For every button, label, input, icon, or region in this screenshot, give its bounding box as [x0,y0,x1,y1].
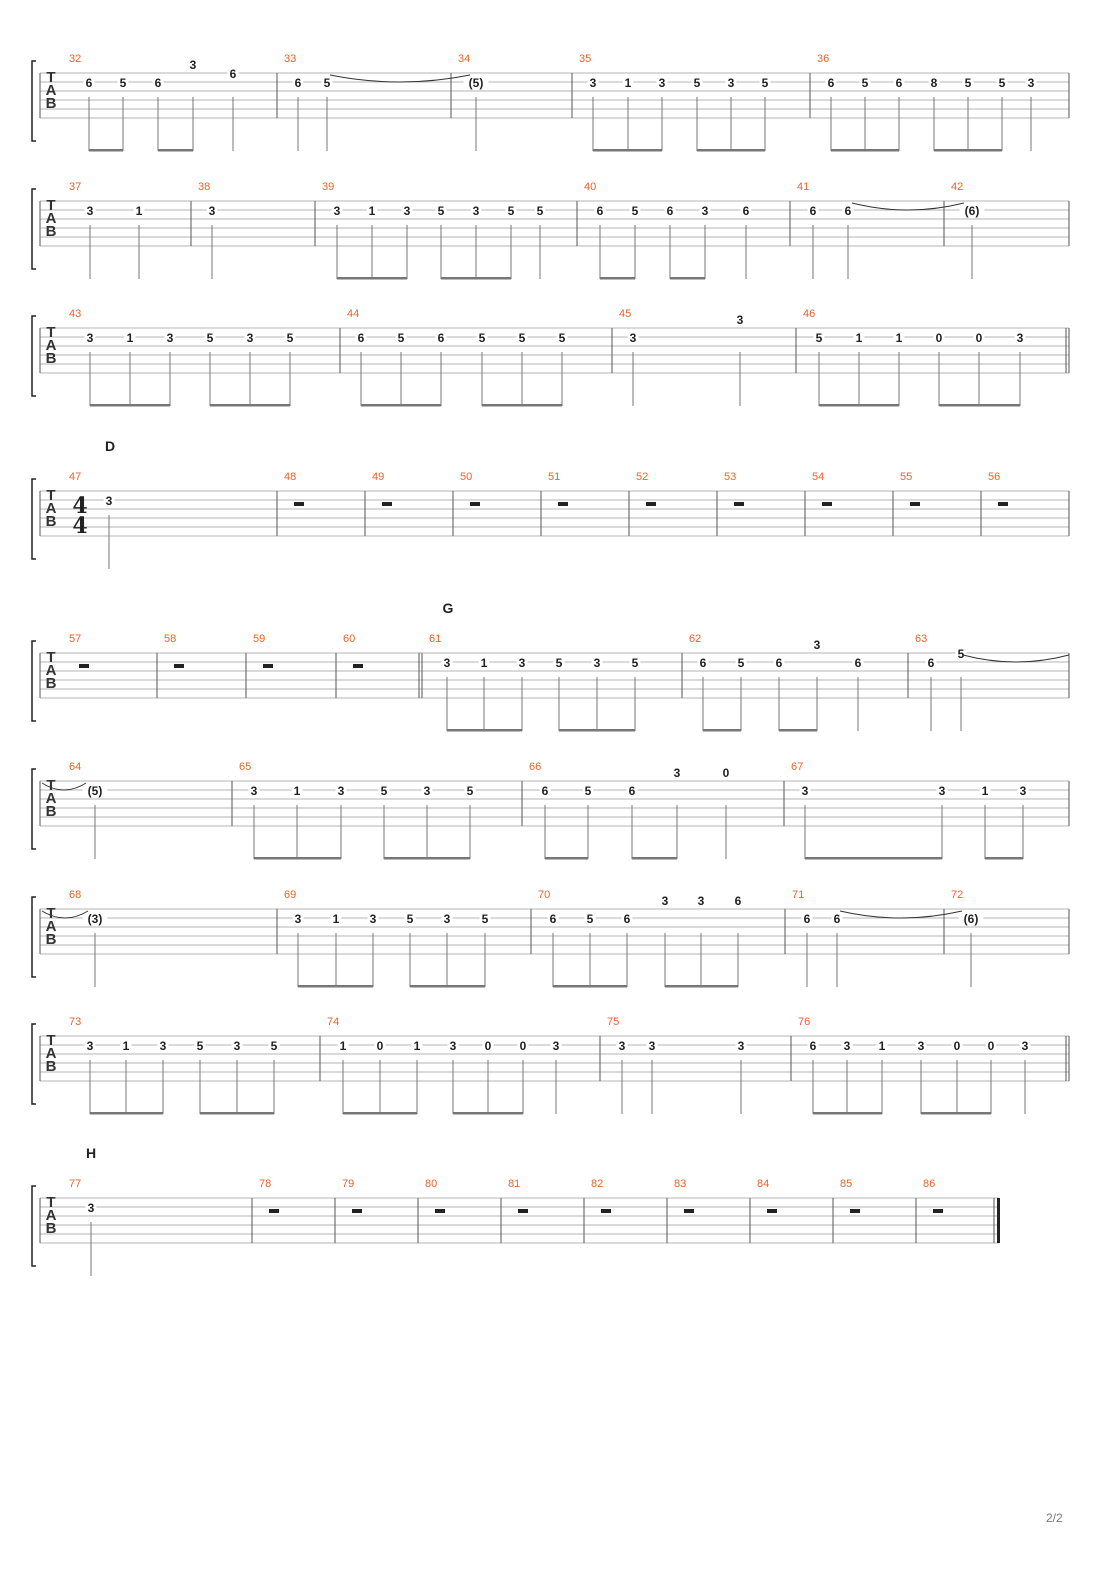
note-beam [703,729,741,732]
fret-number: 3 [294,912,302,926]
whole-rest [79,664,89,668]
tab-clef-letter: A [45,1045,57,1062]
bar-number: 48 [284,471,297,483]
system-bracket [32,316,36,396]
fret-number: 5 [196,1039,204,1053]
fret-number: 5 [861,76,869,90]
bar-number: 70 [538,889,551,901]
bar-number: 63 [915,633,928,645]
tab-clef-letter: A [45,790,57,807]
whole-rest [998,502,1008,506]
fret-number: (5) [87,784,103,798]
bar-number: 61 [429,633,442,645]
bar-number: 58 [164,633,177,645]
bar-number: 72 [951,889,964,901]
bar-number: 62 [689,633,702,645]
system-bracket [32,189,36,269]
fret-number: 5 [466,784,474,798]
note-beam [697,149,765,152]
whole-rest [933,1209,943,1213]
fret-number: 3 [629,331,637,345]
fret-number: 5 [558,331,566,345]
bar-number: 51 [548,471,561,483]
bar-number: 39 [322,181,335,193]
note-beam [90,404,170,407]
fret-number: 3 [1019,784,1027,798]
note-beam [831,149,899,152]
tie [330,75,470,82]
whole-rest [910,502,920,506]
bar-number: 54 [812,471,825,483]
tab-clef-letter: T [46,197,56,214]
bar-number: 85 [840,1178,853,1190]
fret-number: 3 [443,912,451,926]
bar-number: 44 [347,308,360,320]
bar-number: 71 [792,889,805,901]
fret-number: 0 [376,1039,384,1053]
time-signature-bottom: 4 [72,513,88,539]
fret-number: 1 [624,76,632,90]
tab-system [32,889,1069,988]
fret-number: 5 [957,647,965,661]
bar-number: 50 [460,471,473,483]
tie [852,203,964,210]
fret-number: 1 [332,912,340,926]
fret-number: 6 [154,76,162,90]
tab-system [32,181,1069,280]
bar-number: 32 [69,53,82,65]
tab-clef-letter: T [46,777,56,794]
fret-number: 8 [930,76,938,90]
fret-number: 3 [86,331,94,345]
fret-number: 6 [854,656,862,670]
tab-clef-letter: B [45,675,57,692]
system-bracket [32,641,36,721]
bar-number: 64 [69,761,82,773]
fret-number: 5 [761,76,769,90]
tab-clef-letter: B [45,1058,57,1075]
bar-number: 75 [607,1016,620,1028]
fret-number: 3 [233,1039,241,1053]
tab-clef-letter: A [45,1207,57,1224]
system-bracket [32,1186,36,1266]
fret-number: 3 [449,1039,457,1053]
section-marker: G [442,600,454,616]
fret-number: 3 [658,76,666,90]
fret-number: 3 [208,204,216,218]
tab-clef-letter: A [45,662,57,679]
fret-number: 5 [507,204,515,218]
fret-number: 5 [286,331,294,345]
fret-number: 1 [135,204,143,218]
whole-rest [352,1209,362,1213]
fret-number: 3 [1021,1039,1029,1053]
fret-number: 5 [584,784,592,798]
fret-number: 6 [596,204,604,218]
whole-rest [353,664,363,668]
note-beam [779,729,817,732]
fret-number: 0 [722,766,730,780]
fret-number: 6 [833,912,841,926]
tab-clef-letter: B [45,350,57,367]
tab-clef-letter: T [46,487,56,504]
fret-number: 3 [938,784,946,798]
fret-number: 3 [697,894,705,908]
tab-clef-letter: T [46,324,56,341]
fret-number: 3 [403,204,411,218]
fret-number: 3 [813,638,821,652]
system-bracket [32,897,36,977]
bar-number: 68 [69,889,82,901]
fret-number: 5 [631,204,639,218]
whole-rest [435,1209,445,1213]
bar-number: 79 [342,1178,355,1190]
bar-number: 67 [791,761,804,773]
whole-rest [470,502,480,506]
whole-rest [734,502,744,506]
tab-clef-letter: A [45,918,57,935]
fret-number: 5 [631,656,639,670]
bar-number: 52 [636,471,649,483]
tab-system [32,1016,1069,1115]
bar-number: 33 [284,53,297,65]
fret-number: 6 [294,76,302,90]
fret-number: 5 [478,331,486,345]
note-beam [934,149,1002,152]
fret-number: 3 [246,331,254,345]
fret-number: 1 [981,784,989,798]
note-beam [410,985,485,988]
bar-number: 47 [69,471,82,483]
tab-system [32,761,1069,860]
fret-number: 5 [555,656,563,670]
whole-rest [174,664,184,668]
fret-number: (3) [87,912,103,926]
note-beam [447,729,522,732]
fret-number: 3 [443,656,451,670]
fret-number: 3 [518,656,526,670]
fret-number: (6) [964,204,980,218]
bar-number: 35 [579,53,592,65]
tab-system [32,633,1069,732]
bar-number: 69 [284,889,297,901]
fret-number: 6 [541,784,549,798]
bar-number: 74 [327,1016,340,1028]
whole-rest [850,1209,860,1213]
fret-number: 1 [339,1039,347,1053]
fret-number: 5 [481,912,489,926]
fret-number: 3 [1016,331,1024,345]
fret-number: 6 [742,204,750,218]
fret-number: 3 [736,313,744,327]
note-beam [453,1112,523,1115]
note-beam [559,729,635,732]
fret-number: 5 [518,331,526,345]
fret-number: 6 [803,912,811,926]
fret-number: 0 [519,1039,527,1053]
fret-number: 3 [333,204,341,218]
whole-rest [518,1209,528,1213]
bar-number: 81 [508,1178,521,1190]
bar-number: 49 [372,471,385,483]
fret-number: 3 [159,1039,167,1053]
bar-number: 76 [798,1016,811,1028]
fret-number: 0 [484,1039,492,1053]
note-beam [337,277,407,280]
fret-number: 3 [737,1039,745,1053]
fret-number: (6) [963,912,979,926]
bar-number: 41 [797,181,810,193]
fret-number: 5 [586,912,594,926]
fret-number: (5) [468,76,484,90]
note-beam [545,857,588,860]
tab-clef-letter: T [46,649,56,666]
whole-rest [684,1209,694,1213]
fret-number: 5 [119,76,127,90]
bar-number: 59 [253,633,266,645]
tab-system [32,1178,1000,1276]
tab-clef-letter: A [45,500,57,517]
fret-number: 5 [380,784,388,798]
fret-number: 5 [437,204,445,218]
bar-number: 83 [674,1178,687,1190]
fret-number: 6 [734,894,742,908]
fret-number: 6 [437,331,445,345]
fret-number: 5 [693,76,701,90]
tab-clef-letter: A [45,337,57,354]
tab-clef-letter: T [46,1032,56,1049]
tie [963,655,1069,662]
bar-number: 53 [724,471,737,483]
whole-rest [558,502,568,506]
fret-number: 3 [86,204,94,218]
fret-number: 6 [699,656,707,670]
fret-number: 5 [998,76,1006,90]
fret-number: 3 [661,894,669,908]
fret-number: 1 [855,331,863,345]
fret-number: 1 [480,656,488,670]
fret-number: 5 [964,76,972,90]
note-beam [343,1112,417,1115]
page-number: 2/2 [1046,1511,1063,1525]
time-signature-top: 4 [72,493,88,519]
fret-number: 5 [815,331,823,345]
fret-number: 3 [423,784,431,798]
bar-number: 36 [817,53,830,65]
whole-rest [767,1209,777,1213]
fret-number: 3 [166,331,174,345]
fret-number: 6 [85,76,93,90]
fret-number: 6 [844,204,852,218]
fret-number: 6 [229,67,237,81]
fret-number: 6 [927,656,935,670]
fret-number: 6 [895,76,903,90]
fret-number: 1 [293,784,301,798]
fret-number: 5 [406,912,414,926]
tab-clef-letter: A [45,82,57,99]
note-beam [665,985,738,988]
bar-number: 80 [425,1178,438,1190]
fret-number: 6 [775,656,783,670]
tab-system [32,471,1069,569]
whole-rest [646,502,656,506]
whole-rest [263,664,273,668]
note-beam [670,277,705,280]
fret-number: 5 [270,1039,278,1053]
fret-number: 1 [122,1039,130,1053]
fret-number: 3 [337,784,345,798]
bar-number: 37 [69,181,82,193]
fret-number: 1 [413,1039,421,1053]
note-beam [600,277,635,280]
note-beam [482,404,562,407]
note-beam [298,985,373,988]
fret-number: 3 [105,494,113,508]
final-barline [997,1198,1000,1243]
fret-number: 3 [189,58,197,72]
system-bracket [32,769,36,849]
fret-number: 3 [87,1201,95,1215]
fret-number: 6 [809,204,817,218]
note-beam [813,1112,882,1115]
bar-number: 34 [458,53,471,65]
fret-number: 3 [86,1039,94,1053]
whole-rest [822,502,832,506]
note-beam [985,857,1023,860]
fret-number: 3 [917,1039,925,1053]
whole-rest [601,1209,611,1213]
bar-number: 43 [69,308,82,320]
note-beam [632,857,677,860]
fret-number: 5 [397,331,405,345]
note-beam [200,1112,274,1115]
bar-number: 82 [591,1178,604,1190]
bar-number: 60 [343,633,356,645]
tab-clef-letter: B [45,1220,57,1237]
tab-clef-letter: T [46,69,56,86]
note-beam [921,1112,991,1115]
fret-number: 3 [250,784,258,798]
bar-number: 77 [69,1178,82,1190]
tab-clef-letter: B [45,95,57,112]
fret-number: 6 [809,1039,817,1053]
section-marker: D [104,438,116,454]
fret-number: 3 [369,912,377,926]
fret-number: 6 [549,912,557,926]
tab-clef-letter: B [45,931,57,948]
note-beam [210,404,290,407]
bar-number: 42 [951,181,964,193]
fret-number: 3 [1027,76,1035,90]
bar-number: 45 [619,308,632,320]
note-beam [254,857,341,860]
bar-number: 78 [259,1178,272,1190]
fret-number: 3 [673,766,681,780]
fret-number: 3 [618,1039,626,1053]
system-bracket [32,479,36,559]
bar-number: 56 [988,471,1001,483]
fret-number: 6 [827,76,835,90]
note-beam [361,404,441,407]
note-beam [553,985,627,988]
section-marker: H [85,1145,97,1161]
bar-number: 38 [198,181,211,193]
tab-clef-letter: B [45,803,57,820]
fret-number: 0 [975,331,983,345]
bar-number: 40 [584,181,597,193]
fret-number: 3 [648,1039,656,1053]
system-bracket [32,61,36,141]
fret-number: 6 [357,331,365,345]
fret-number: 0 [935,331,943,345]
fret-number: 3 [843,1039,851,1053]
fret-number: 6 [628,784,636,798]
tab-system [32,53,1069,152]
bar-number: 57 [69,633,82,645]
tab-clef-letter: T [46,905,56,922]
bar-number: 66 [529,761,542,773]
fret-number: 1 [126,331,134,345]
fret-number: 1 [368,204,376,218]
tab-clef-letter: B [45,513,57,530]
note-beam [441,277,511,280]
fret-number: 0 [987,1039,995,1053]
whole-rest [294,502,304,506]
note-beam [593,149,662,152]
bar-number: 73 [69,1016,82,1028]
bar-number: 55 [900,471,913,483]
tab-clef-letter: B [45,223,57,240]
fret-number: 3 [701,204,709,218]
fret-number: 3 [727,76,735,90]
fret-number: 1 [895,331,903,345]
fret-number: 3 [589,76,597,90]
note-beam [90,1112,163,1115]
whole-rest [382,502,392,506]
fret-number: 5 [536,204,544,218]
fret-number: 5 [206,331,214,345]
bar-number: 86 [923,1178,936,1190]
bar-number: 46 [803,308,816,320]
fret-number: 0 [953,1039,961,1053]
whole-rest [269,1209,279,1213]
tab-clef-letter: T [46,1194,56,1211]
bar-number: 84 [757,1178,770,1190]
fret-number: 6 [623,912,631,926]
fret-number: 3 [593,656,601,670]
fret-number: 3 [552,1039,560,1053]
note-beam [384,857,470,860]
fret-number: 5 [323,76,331,90]
bar-number: 65 [239,761,252,773]
note-beam [819,404,899,407]
fret-number: 1 [878,1039,886,1053]
system-bracket [32,1024,36,1104]
fret-number: 3 [472,204,480,218]
note-beam [805,857,942,860]
fret-number: 5 [737,656,745,670]
tab-system [32,308,1069,407]
fret-number: 6 [666,204,674,218]
note-beam [939,404,1020,407]
note-beam [158,149,193,152]
fret-number: 3 [801,784,809,798]
note-beam [89,149,123,152]
tab-clef-letter: A [45,210,57,227]
